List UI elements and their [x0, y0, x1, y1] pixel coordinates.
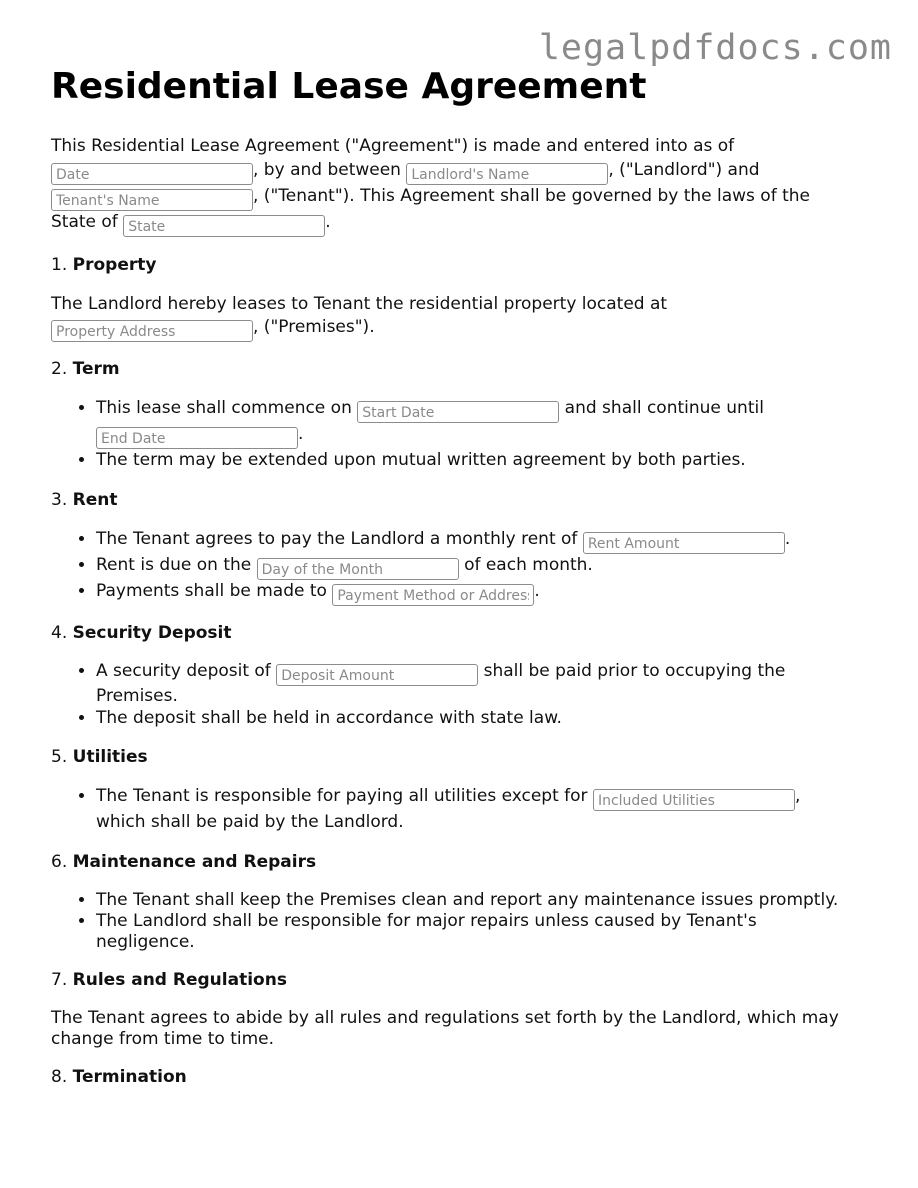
- section-term: [51, 358, 851, 473]
- term-text-3: .: [298, 424, 304, 444]
- property-address-field[interactable]: [51, 320, 253, 342]
- deposit-list: [51, 661, 851, 731]
- term-text-1: This lease shall commence on: [96, 398, 352, 418]
- list-item: [96, 580, 851, 606]
- list-item: [96, 890, 851, 911]
- utilities-text-1: The Tenant is responsible for paying all utilities except for: [96, 786, 588, 806]
- section-heading: [51, 851, 851, 874]
- section-utilities: [51, 746, 851, 835]
- section-number: 4.: [51, 622, 68, 643]
- section-termination: [51, 1066, 851, 1089]
- rent-due-day-field[interactable]: [257, 558, 459, 580]
- start-date-field[interactable]: [357, 401, 559, 423]
- section-heading: [51, 746, 851, 769]
- utilities-text-2: ,: [794, 786, 801, 806]
- section-heading: [51, 358, 851, 381]
- section-number: 5.: [51, 747, 68, 767]
- deposit-amount-field[interactable]: [276, 664, 478, 686]
- section-heading: [51, 1066, 851, 1089]
- included-utilities-field[interactable]: [593, 789, 795, 811]
- utilities-text-3: which shall be paid by the Landlord.: [96, 812, 404, 832]
- section-title: Term: [72, 359, 120, 379]
- deposit-text-1: A security deposit of: [96, 660, 271, 681]
- rent-text-6: .: [534, 580, 540, 601]
- list-item: [96, 911, 851, 953]
- deposit-text-2: shall be paid prior to occupying the Premises.: [96, 660, 786, 706]
- intro-text-6: .: [325, 211, 331, 232]
- section-security-deposit: [51, 622, 851, 731]
- property-text-1: The Landlord hereby leases to Tenant the residential property located at: [51, 293, 668, 314]
- utilities-list: [51, 785, 851, 835]
- section-property: [51, 254, 851, 343]
- rent-text-2: .: [784, 528, 791, 549]
- end-date-field[interactable]: [96, 427, 298, 449]
- maintenance-list: [51, 890, 851, 953]
- term-list: [51, 397, 851, 473]
- section-title: Rent: [72, 489, 118, 510]
- intro-text-4: , ("Tenant"). This Agreement shall be governed by the laws of the: [253, 185, 810, 206]
- section-title: Utilities: [72, 747, 148, 767]
- maintenance-text-1: The Tenant shall keep the Premises clean and report any maintenance issues promptly.: [96, 889, 839, 910]
- rent-text-1: The Tenant agrees to pay the Landlord a monthly rent of: [96, 528, 578, 549]
- rules-paragraph: The Tenant agrees to abide by all rules and regulations set forth by the Landlord, which may change from time to time.: [51, 1007, 839, 1049]
- section-rent: [51, 489, 851, 606]
- date-field[interactable]: [51, 163, 253, 185]
- section-title: Maintenance and Repairs: [72, 851, 317, 872]
- term-text-4: The term may be extended upon mutual written agreement by both parties.: [96, 450, 746, 470]
- intro-text-2: , by and between: [253, 159, 401, 180]
- intro-text-5: State of: [51, 211, 118, 232]
- rent-list: [51, 528, 851, 606]
- section-heading: [51, 622, 851, 645]
- section-heading: [51, 969, 851, 992]
- document-title: Residential Lease Agreement: [51, 66, 647, 107]
- list-item: [96, 397, 851, 449]
- section-heading: [51, 254, 851, 277]
- deposit-text-3: The deposit shall be held in accordance with state law.: [96, 707, 562, 728]
- section-rules: [51, 969, 851, 1050]
- section-number: 7.: [51, 969, 68, 990]
- list-item: [96, 785, 851, 835]
- rent-amount-field[interactable]: [583, 532, 785, 554]
- intro-text-3: , ("Landlord") and: [608, 159, 760, 180]
- tenant-name-field[interactable]: [51, 189, 253, 211]
- section-number: 2.: [51, 359, 68, 379]
- section-number: 1.: [51, 254, 68, 275]
- state-field[interactable]: [123, 215, 325, 237]
- section-title: Property: [72, 254, 157, 275]
- watermark: legalpdfdocs.com: [538, 28, 892, 68]
- section-title: Security Deposit: [72, 622, 232, 643]
- section-heading: [51, 489, 851, 512]
- section-title: Termination: [72, 1066, 187, 1087]
- section-number: 6.: [51, 851, 68, 872]
- property-paragraph: [51, 293, 851, 343]
- payment-method-field[interactable]: [332, 584, 534, 606]
- rent-text-4: of each month.: [464, 554, 593, 575]
- section-number: 8.: [51, 1066, 68, 1087]
- maintenance-text-2: The Landlord shall be responsible for major repairs unless caused by Tenant's negligence.: [96, 910, 757, 952]
- landlord-name-field[interactable]: [406, 163, 608, 185]
- property-text-2: , ("Premises").: [253, 317, 375, 337]
- section-number: 3.: [51, 489, 68, 510]
- lease-document: [51, 62, 851, 1105]
- list-item: [96, 707, 851, 731]
- intro-paragraph: [51, 135, 851, 237]
- term-text-2: and shall continue until: [564, 398, 764, 418]
- intro-text-1: This Residential Lease Agreement ("Agreement") is made and entered into as of: [51, 136, 735, 156]
- list-item: [96, 661, 851, 707]
- section-maintenance: [51, 851, 851, 953]
- section-title: Rules and Regulations: [72, 969, 287, 990]
- list-item: [96, 554, 851, 580]
- rent-text-3: Rent is due on the: [96, 554, 252, 575]
- list-item: [96, 449, 851, 473]
- list-item: [96, 528, 851, 554]
- rent-text-5: Payments shall be made to: [96, 580, 327, 601]
